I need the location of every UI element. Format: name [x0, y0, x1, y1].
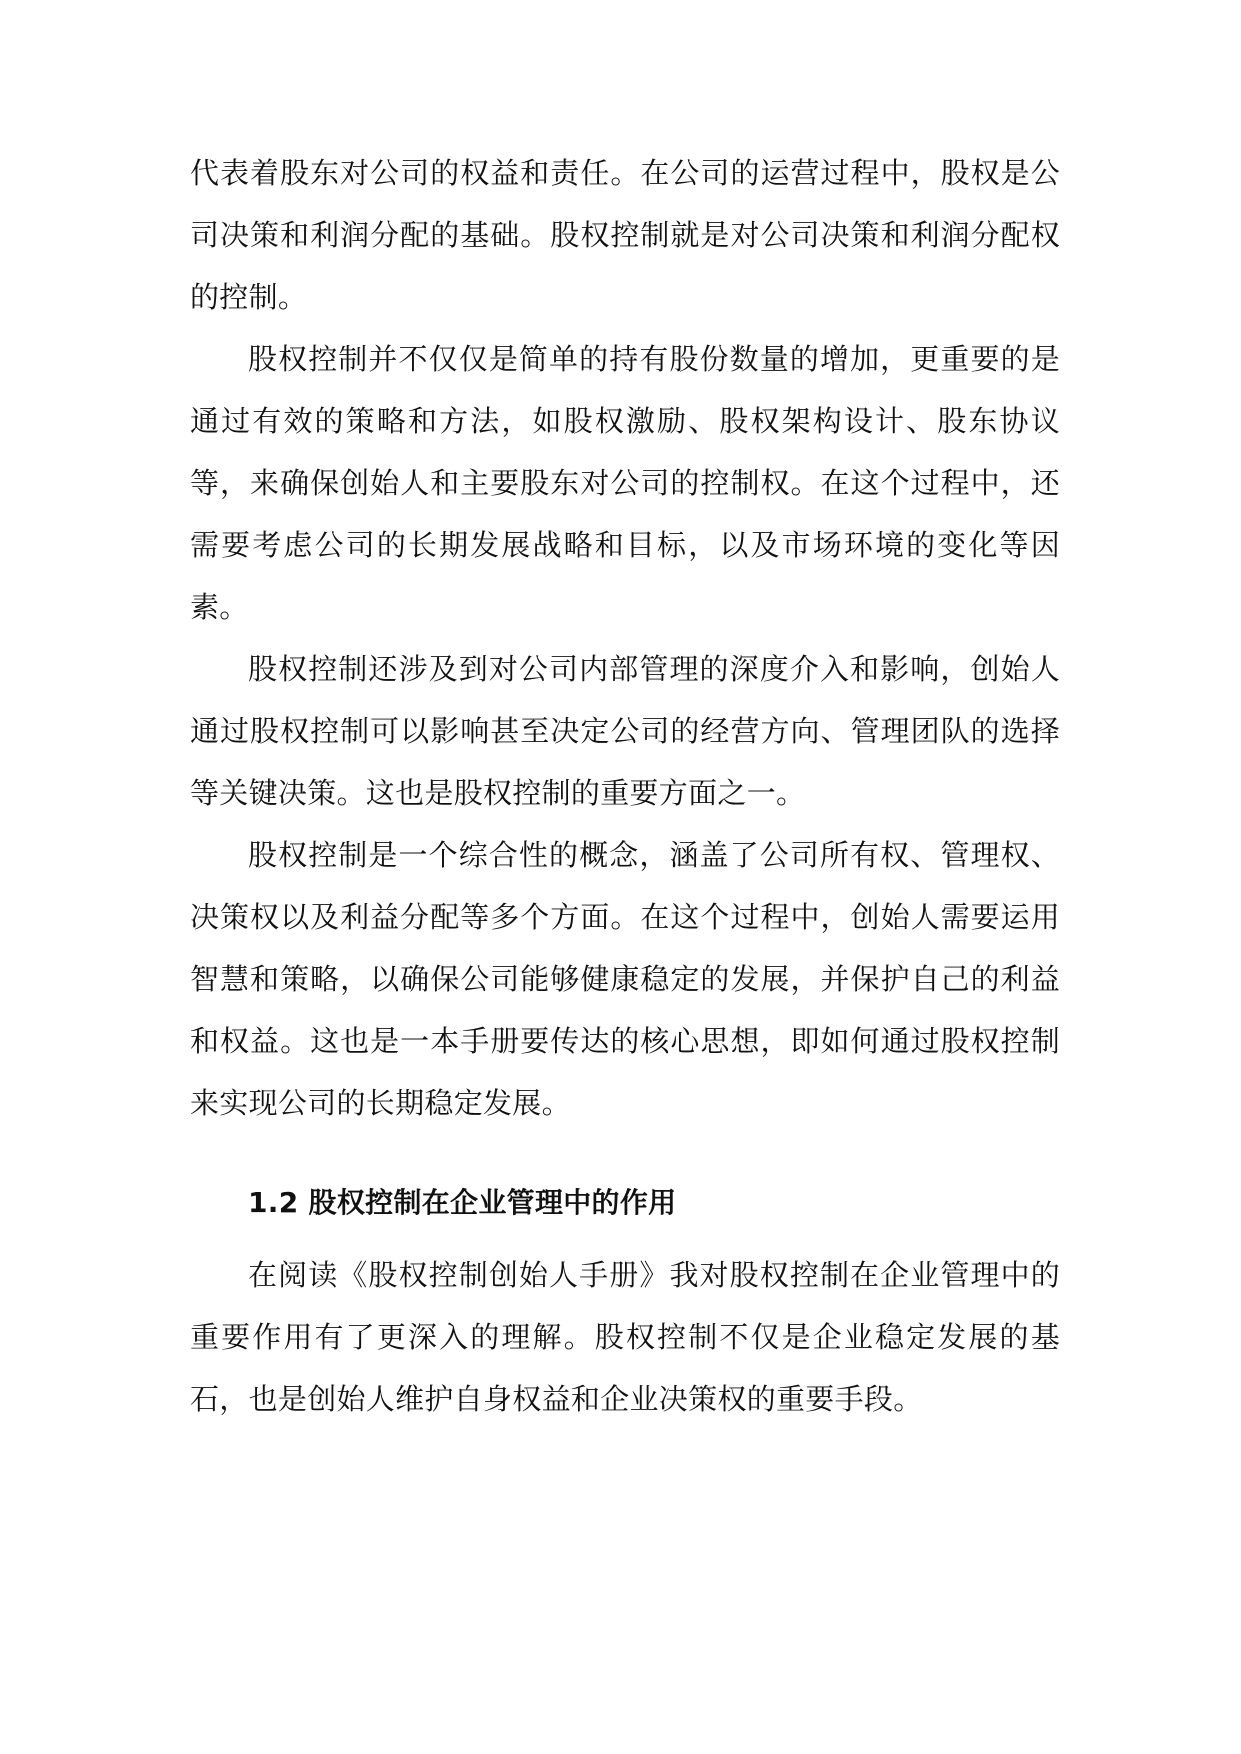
paragraph: 股权控制并不仅仅是简单的持有股份数量的增加，更重要的是通过有效的策略和方法，如股权激励、股权架构设计、股东协议等，来确保创始人和主要股东对公司的控制权。在这个过程中，还需要考虑公司的长期发展战略和目标，以及市场环境的变化等因素。	[190, 342, 1060, 624]
paragraph: 在阅读《股权控制创始人手册》我对股权控制在企业管理中的重要作用有了更深入的理解。股权控制不仅是企业稳定发展的基石，也是创始人维护自身权益和企业决策权的重要手段。	[190, 1258, 1060, 1416]
paragraph: 股权控制是一个综合性的概念，涵盖了公司所有权、管理权、决策权以及利益分配等多个方面。在这个过程中，创始人需要运用智慧和策略，以确保公司能够健康稳定的发展，并保护自己的利益和权益。这也是一本手册要传达的核心思想，即如何通过股权控制来实现公司的长期稳定发展。	[190, 838, 1060, 1120]
paragraph-continued: 代表着股东对公司的权益和责任。在公司的运营过程中，股权是公司决策和利润分配的基础。股权控制就是对公司决策和利润分配权的控制。	[190, 156, 1060, 314]
document-body	[190, 142, 1060, 1430]
paragraph: 股权控制还涉及到对公司内部管理的深度介入和影响，创始人通过股权控制可以影响甚至决定公司的经营方向、管理团队的选择等关键决策。这也是股权控制的重要方面之一。	[190, 652, 1060, 810]
section-heading: 1.2 股权控制在企业管理中的作用	[248, 1186, 677, 1219]
